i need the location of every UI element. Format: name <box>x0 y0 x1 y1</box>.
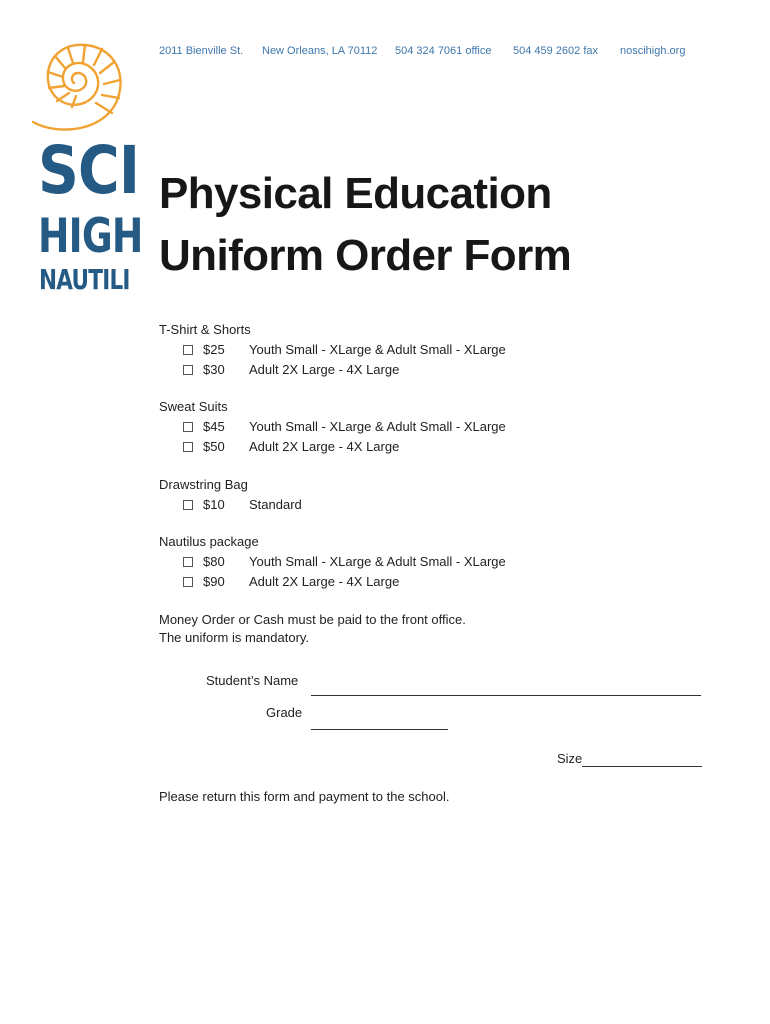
student-name-field[interactable] <box>311 695 701 696</box>
contact-website[interactable]: noscihigh.org <box>620 45 686 57</box>
option-description: Standard <box>249 497 302 512</box>
option-checkbox[interactable] <box>183 500 193 510</box>
size-label: Size <box>557 751 583 766</box>
option-row <box>159 572 400 592</box>
option-description: Youth Small - XLarge & Adult Small - XLarge <box>249 419 506 434</box>
option-price: $80 <box>203 554 225 569</box>
section-tshirt-shorts <box>159 320 506 380</box>
option-row <box>159 360 400 380</box>
option-row <box>159 417 506 437</box>
return-note: Please return this form and payment to the school. <box>159 789 450 804</box>
size-field[interactable] <box>582 766 702 767</box>
option-checkbox[interactable] <box>183 557 193 567</box>
contact-city: New Orleans, LA 70112 <box>262 45 378 57</box>
student-name-label: Student’s Name <box>206 673 299 688</box>
option-row <box>159 552 506 572</box>
grade-field[interactable] <box>311 729 448 730</box>
title-line-1: Physical Education <box>159 169 552 218</box>
section-drawstring-bag <box>159 475 302 515</box>
section-sweat-suits <box>159 397 506 457</box>
option-price: $30 <box>203 362 225 377</box>
contact-address: 2011 Bienville St. <box>159 45 244 57</box>
section-heading: Sweat Suits <box>159 399 228 414</box>
mandatory-note-text: The uniform is mandatory. <box>159 630 310 645</box>
page-title <box>159 163 719 287</box>
option-price: $90 <box>203 574 225 589</box>
logo-text-sci: SCI <box>38 132 140 209</box>
grade-label: Grade <box>266 705 303 720</box>
option-description: Adult 2X Large - 4X Large <box>249 439 400 454</box>
school-logo <box>28 40 143 300</box>
option-row <box>159 495 302 515</box>
option-checkbox[interactable] <box>183 365 193 375</box>
contact-office-phone: 504 324 7061 office <box>395 45 492 57</box>
option-description: Youth Small - XLarge & Adult Small - XLarge <box>249 554 506 569</box>
option-checkbox[interactable] <box>183 577 193 587</box>
nautilus-shell-icon <box>28 40 124 136</box>
section-heading: T-Shirt & Shorts <box>159 322 251 337</box>
option-description: Adult 2X Large - 4X Large <box>249 362 400 377</box>
logo-text-nautili: NAUTILI <box>39 263 130 296</box>
option-description: Adult 2X Large - 4X Large <box>249 574 400 589</box>
payment-note <box>159 611 466 647</box>
option-price: $50 <box>203 439 225 454</box>
option-description: Youth Small - XLarge & Adult Small - XLarge <box>249 342 506 357</box>
section-nautilus-package <box>159 532 506 592</box>
option-row <box>159 340 506 360</box>
title-line-2: Uniform Order Form <box>159 231 572 280</box>
option-price: $45 <box>203 419 225 434</box>
payment-note-text: Money Order or Cash must be paid to the front office. <box>159 612 466 627</box>
option-price: $25 <box>203 342 225 357</box>
logo-text-high: HIGH <box>38 209 143 264</box>
option-checkbox[interactable] <box>183 422 193 432</box>
option-price: $10 <box>203 497 225 512</box>
section-heading: Nautilus package <box>159 534 259 549</box>
option-checkbox[interactable] <box>183 345 193 355</box>
option-checkbox[interactable] <box>183 442 193 452</box>
option-row <box>159 437 400 457</box>
contact-fax: 504 459 2602 fax <box>513 45 599 57</box>
section-heading: Drawstring Bag <box>159 477 248 492</box>
